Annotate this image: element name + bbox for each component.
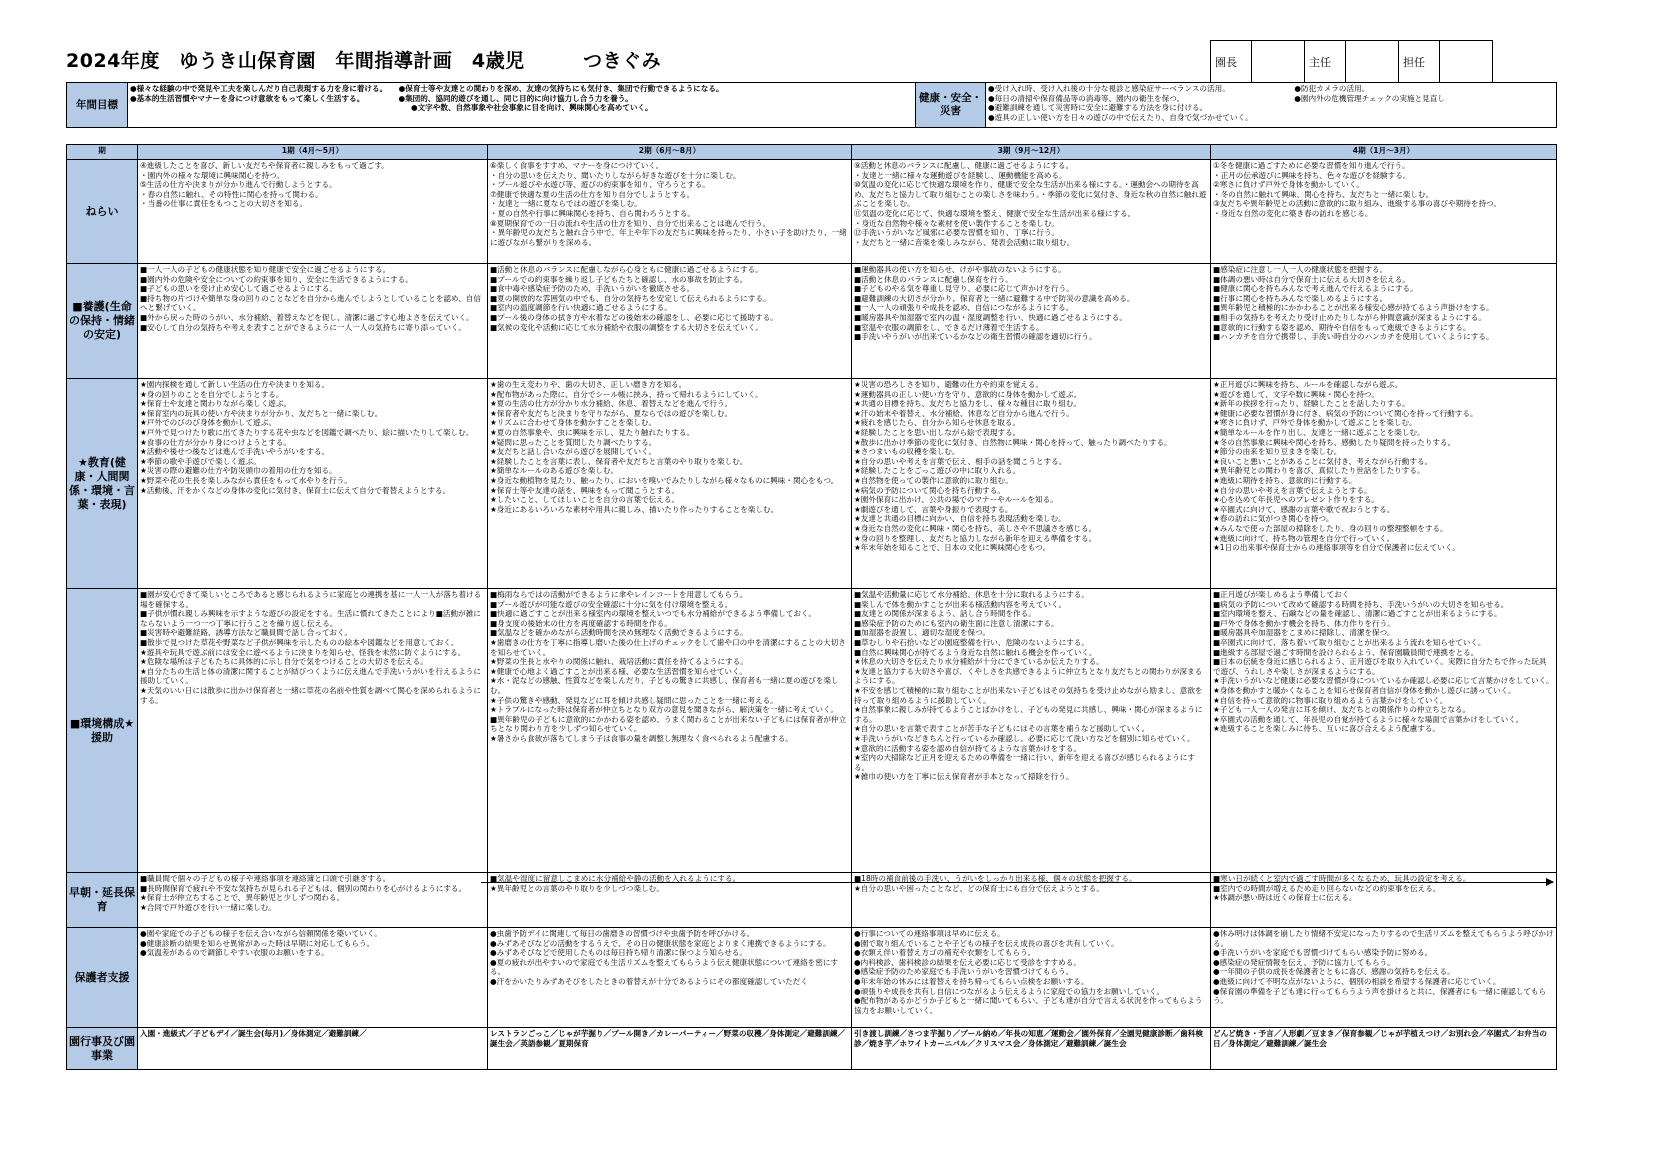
plan-item: ●気温差があるので調節しやすい衣服のお願いをする。: [140, 948, 329, 958]
plan-item: ■職員間で個々の子どもの様子や連絡事項を連絡簿と口頭で引継ぎする。: [140, 874, 391, 883]
plan-item: ★保育士等や友達の話を、興味をもって聞こうとする。: [490, 485, 680, 495]
plan-cell-period-3: [852, 589, 1211, 873]
plan-item: ★戸外で見つけたり歌に出てきたりする花や虫などを図鑑で調べたり、絵に描いたりして楽しむ。: [140, 427, 474, 437]
row-parent-support: [67, 928, 1557, 1028]
plan-item: 引き渡し訓練／さつま芋掘り／プール納め／年長の知恵／運動会／園外保育／全園児健康診断／歯科検診／焼き芋／ホワイトカーニバル／クリスマス会／身体測定／避難訓練／誕生会: [854, 1029, 1203, 1048]
plan-item: ★歯の生え変わりや、歯の大切さ、正しい磨き方を知る。: [490, 380, 687, 389]
plan-item: ★さつまいもの収穫を楽しむ。: [854, 447, 960, 457]
plan-item: ②寒さに負けず戸外で身体を動かしていく。: [1213, 180, 1364, 190]
plan-item: ★子供の驚きや感動、発見などに耳を傾け共感し疑問に思ったことを一緒に考える。: [490, 695, 778, 705]
plan-item: ★友達と共通の目標に向かい、自信を持ち表現活動を楽しむ。: [854, 514, 1066, 524]
plan-cell-period-4: [1211, 928, 1557, 1028]
plan-item: ★園内探検を通して新しい生活の仕方や決まりを知る。: [140, 380, 330, 389]
plan-item: ■室内での時間が増えるため走り回らないなどの約束事を伝える。: [1213, 883, 1441, 893]
plan-item: ★異年齢児との関わりを喜び、真似したり世話をしたりする。: [1213, 466, 1425, 476]
plan-item: ■子どものやる気を尊重し見守り、必要に応じて声かけを行う。: [854, 284, 1074, 294]
plan-item: ★災害の恐ろしさを知り、避難の仕方や約束を覚える。: [854, 380, 1044, 389]
plan-cell-period-4: [1211, 160, 1557, 264]
plan-cell-period-3: [852, 1028, 1211, 1070]
plan-item: ★手洗いうがいなどきちんと行っているか確認し、必要に応じて洗い方などを個別に知らせていく。: [854, 733, 1195, 743]
plan-item: ★休息の大切さを伝えたり水分補給が十分にできているか伝えたりする。: [854, 657, 1104, 667]
plan-item: ★保育室内の玩具の使い方や決まりが分かり、友だちと一緒に楽しむ。: [140, 408, 383, 418]
continuation-arrow: [481, 882, 1553, 883]
plan-item: ★暑さから食欲が落ちてしまう子は食事の量を調整し無理なく食べられるよう配慮する。: [490, 733, 793, 743]
plan-item: ★春の訪れに気がつき関心を持つ。: [1213, 514, 1334, 524]
plan-item: ★室内の大掃除など正月を迎えるための準備を一緒に行い、新年を迎える喜びが感じられるようにする。: [854, 753, 1195, 772]
plan-item: ■ハンカチを自分で携帯し、手洗い時自分のハンカチを使用していくようにする。: [1213, 332, 1494, 342]
plan-item: ■進級する部屋で過ごす時間を設けられるよう、保育園職員間で連携をとる。: [1213, 647, 1479, 657]
plan-cell-period-4: [1211, 589, 1557, 873]
plan-cell-period-2: [488, 928, 852, 1028]
plan-item: ■日本の伝統を身近に感じられるよう、正月遊びを取り入れていく。実際に自分たちで作った玩具で遊び、うれしさや楽しさが深まるようにする。: [1213, 657, 1547, 676]
stamp-box-chief[interactable]: [1346, 41, 1399, 83]
plan-item: ●虫歯予防デイに関連して毎日の歯磨きの習慣づけや虫歯予防を呼びかける。: [490, 929, 755, 938]
stamp-label-teacher: 担任: [1399, 41, 1440, 83]
plan-item: ★食事の仕方が分かり身につけようとする。: [140, 437, 291, 447]
plan-item: ●みずあそびなどで使用したものは毎日持ち帰り清潔に保つよう知らせる。: [490, 948, 747, 958]
plan-item: ●一年間の子供の成長を保護者とともに喜び、感謝の気持ちを伝える。: [1213, 967, 1455, 977]
row-label: ★教育(健康・人間関係・環境・言葉・表現): [67, 379, 138, 589]
plan-item: ■手洗いやうがいが出来ているかなどの衛生習慣の確認を適切に行う。: [854, 332, 1097, 342]
plan-cell-period-3: [852, 379, 1211, 589]
plan-item: どんど焼き・予言／人形劇／豆まき／保育参観／じゃが芋植えつけ／お別れ会／卒園式／お弁当の日／身体測定／避難訓練／誕生会: [1213, 1029, 1547, 1048]
stamp-box-director[interactable]: [1252, 41, 1305, 83]
plan-item: ■寒い日が続くと室内で過ごす時間が多くなるため、玩具の設定を考える。: [1213, 874, 1471, 883]
plan-item: ★散歩に出かけ季節の変化に気付き、自然物に興味・関心を持って、触ったり調べたりする。: [854, 437, 1172, 447]
plan-item: ■気温などを確かめながら活動時間を決め無理なく活動できるようにする。: [490, 628, 748, 638]
plan-item: ★体調が悪い時は近くの保育士に伝える。: [1213, 893, 1357, 903]
plan-cell-period-1: [138, 379, 488, 589]
plan-item: ★進級することを楽しみに待ち、互いに喜び合えるよう配慮する。: [1213, 724, 1441, 734]
plan-item: ★簡単なルールを作り出し、友達と一緒に遊ぶことを楽しむ。: [1213, 427, 1425, 437]
plan-item: ★卒園式に向けて、感謝の言葉や歌で祝おうとする。: [1213, 504, 1395, 514]
plan-item: ★活動後、汗をかくなどの身体の変化に気付き、保育士に伝えて自分で着替えようとする。: [140, 485, 451, 495]
plan-item: ■夏の開放的な雰囲気の中でも、自分の気持ちを安定して伝えられるようにする。: [490, 293, 771, 303]
plan-item: ■長時間保育で疲れや不安な気持ちが見られる子どもは、個別の関わりを心がけるようにする。: [140, 883, 467, 893]
plan-item: ・夏の自然や行事に興味関心を持ち、自ら関わろうとする。: [490, 208, 696, 218]
plan-item: ●休み明けは体調を崩したり情緒不安定になったりするので生活リズムを整えてもらうよう呼びかける。: [1213, 929, 1554, 948]
stamp-label-director: 園長: [1211, 41, 1252, 83]
plan-item: ●進級に向けて不明な点がないように、個別の相談を希望する保護者に応じていく。: [1213, 976, 1501, 986]
plan-item: ・正月の伝承遊びに興味を持ち、色々な遊びを経験する。: [1213, 170, 1411, 180]
plan-item: ★保育者や友だちと決まりを守りながら、夏ならではの遊びを楽しむ。: [490, 408, 733, 418]
plan-item: ★自然物を使っての製作に意欲的に取り組む。: [854, 475, 1013, 485]
period-header-label: 期: [67, 145, 138, 160]
plan-cell-period-1: [138, 589, 488, 873]
plan-item: ★野菜や花の生長を楽しみながら責任をもって水やりを行う。: [140, 475, 352, 485]
plan-item: ■相手の気持ちを考えたり受け止めたりしながら仲間意識が深まるようにする。: [1213, 312, 1486, 322]
plan-item: ・自分の思いを伝えたり、聞いたりしながら好きな遊びを十分に楽しむ。: [490, 170, 741, 180]
plan-item: ★年末年始を知ることで、日本の文化に興味関心をもつ。: [854, 543, 1051, 553]
row-label: 保護者支援: [67, 928, 138, 1028]
plan-item: ■卒園式に向けて、落ち着いて取り組むことが出来るよう流れを知らせていく。: [1213, 637, 1486, 647]
plan-item: ■病気の予防について改めて確認する時間を持ち、手洗いうがいの大切さを知らせる。: [1213, 599, 1509, 609]
plan-cell-period-1: [138, 1028, 488, 1070]
plan-item: ★自分の思いや考えを言葉で伝えようとする。: [1213, 485, 1372, 495]
plan-item: ■気候の変化や活動に応じて水分補給や衣服の調整をする大切さを伝えていく。: [490, 322, 763, 332]
plan-item: ■安心して自分の気持ちや考えを表すことができるように一人一人の気持ちに寄り添っていく。: [140, 322, 466, 332]
period-header-2: 2期（6月～8月）: [488, 145, 852, 160]
stamp-label-chief: 主任: [1305, 41, 1346, 83]
plan-cell-period-2: [488, 264, 852, 379]
plan-item: ★健康で心地よく過ごすことが出来る様、必要な生活習慣を知らせていく。: [490, 666, 748, 676]
plan-item: ■一人一人の頑張りや成長を認め、自信につながるようにする。: [854, 303, 1074, 313]
plan-item: ■身支度の後始末の仕方を再度確認する時間を作る。: [490, 618, 672, 628]
plan-item: ★良いこと悪いことがあることに気付き、考えながら行動する。: [1213, 456, 1433, 466]
plan-item: ■意欲的に行動する姿を認め、期待や自信をもって進級できるようにする。: [1213, 322, 1471, 332]
row-label: 園行事及び園事業: [67, 1028, 138, 1070]
plan-item: ★病気の予防について関心を持ち行動する。: [854, 485, 1005, 495]
plan-item: ★活動や後せつ後などは進んで手洗いやうがいをする。: [140, 447, 330, 457]
plan-item: ・友だちと一緒に音楽を楽しみながら、発表会活動に取り組む。: [854, 237, 1075, 247]
plan-item: ★身の回りを整理し、友だちと協力しながら新年を迎える準備をする。: [854, 533, 1097, 543]
plan-item: ★雑巾の使い方を丁寧に伝え保育者が手本となって掃除を行う。: [854, 772, 1074, 782]
plan-item: ●保育園の準備を子ども達に行ってもらうよう声を掛けると共に、保護者にも一緒に確認してもらう。: [1213, 986, 1547, 1006]
plan-cell-period-4: [1211, 264, 1557, 379]
plan-item: ★汗の始末や着替え、水分補給、休息など自分から進んで行う。: [854, 408, 1074, 418]
plan-item: ★自分の思いや困ったことなど、どの保育士にも自分で伝えようとする。: [854, 883, 1104, 893]
plan-item: ■散歩で見つけた草花や野菜など子供が興味を示したものの絵本や図鑑などを用意しておく。: [140, 637, 459, 647]
plan-item: ★遊具や玩具で遊ぶ前には安全に遊べるように決まりを知らせ、怪我を未然に防ぐようにする。: [140, 647, 466, 657]
plan-item: ■異年齢児と積極的にかかわることが出来る様安心感が持てるよう声掛けをする。: [1213, 303, 1494, 313]
plan-item: レストランごっこ／じゃが芋掘り／プール開き／カレーパーティー／野菜の収穫／身体測定／避難訓練／誕生会／英語参観／夏期保育: [490, 1029, 846, 1048]
plan-item: ★劇遊びを通して、言葉や身振りで表現する。: [854, 504, 1013, 514]
plan-item: ★不安を感じて積極的に取り組むことが出来ない子どもはその気持ちを受け止めながら励まし、意欲を持って取り組めるように援助していく。: [854, 685, 1203, 705]
row-aims: [67, 160, 1557, 264]
plan-item: ■友達との関係が深まるよう、話し合う時間を作る。: [854, 609, 1036, 619]
plan-item: ★遊びを通して、文字や数に興味・関心を持つ。: [1213, 389, 1379, 399]
plan-cell-period-1: [138, 264, 488, 379]
row-events: [67, 1028, 1557, 1070]
plan-item: ■プールでの約束事を繰り返し子どもたちと確認し、水の事故を防止する。: [490, 274, 748, 284]
plan-item: ★正月遊びに興味を持ち、ルールを確認しながら遊ぶ。: [1213, 380, 1403, 389]
plan-item: ●手洗いうがいを家庭でも習慣づけてもらい感染予防に努める。: [1213, 948, 1433, 958]
plan-item: ★身体を動かすと暖かくなることを知らせ保育者自信が身体を動かし遊びに誘っていく。: [1213, 685, 1516, 695]
plan-item: ■暖房器具や加湿器で室内の温・湿度調整を行い、快適に過ごせるようにする。: [854, 312, 1127, 322]
plan-cell-period-2: [488, 873, 852, 928]
plan-item: ●感染症の発症情報を伝え、予防に協力してもらう。: [1213, 957, 1395, 967]
plan-cell-period-1: [138, 873, 488, 928]
plan-item: ⑦健康で快適な夏の生活の仕方を知り自分でしようとする。: [490, 189, 695, 199]
row-label: ■環境構成★援助: [67, 589, 138, 873]
row-label: ■養護(生命の保持・情緒の安定): [67, 264, 138, 379]
plan-item: ●年末年始の休みには着替えを持ち帰ってもらい点検をお願いする。: [854, 976, 1089, 986]
plan-item: ■気温や活動量に応じて水分補給、休息を十分に取れるようにする。: [854, 590, 1089, 599]
plan-item: ■災害時や避難経路、誘導方法など職員間で話し合っておく。: [140, 628, 353, 638]
plan-item: ■18時の補食前後の手洗い、うがいをしっかり出来る様、個々の状態を把握する。: [854, 874, 1137, 883]
plan-item: ■正月遊びが楽しめるよう準備しておく: [1213, 590, 1350, 599]
plan-item: ★自分たちの生活と体の清潔に関することが結びつくように伝え進んで手洗いうがいを行えるように援助していく。: [140, 666, 481, 686]
plan-cell-period-4: [1211, 873, 1557, 928]
plan-item: ●頑張りや成長を共有し自信につながるよう伝えるように家庭での協力をお願いしていく。: [854, 986, 1165, 996]
plan-item: ★配布物があった際に、自分でシール帳に挟み、持って帰れるようにしていく。: [490, 389, 763, 399]
plan-item: ■自然に興味関心が持てるよう身近な自然に触れる機会を作っていく。: [854, 647, 1097, 657]
plan-item: ■避難訓練の大切さが分かり、保育者と一緒に避難する中で防災の意識を高める。: [854, 293, 1135, 303]
plan-item: ・友達と一緒に様々な運動遊びを経験し、運動機能を高める。: [854, 170, 1067, 180]
plan-item: ■子どもの思いを受け止め安心して過ごせるようにする。: [140, 284, 338, 294]
plan-item: ・冬の自然に触れて興味、関心を持ち、友だちと一緒に楽しむ。: [1213, 189, 1434, 199]
plan-cell-period-3: [852, 873, 1211, 928]
plan-item: ★共通の目標を持ち、友だちと協力をし、様々な種目に取り組む。: [854, 399, 1082, 409]
health-item: ●受け入れ時、受け入れ後の十分な視診と感染症サーベランスの活用。 ●防犯カメラの活用。: [988, 84, 1370, 93]
plan-item: ●園で取り組んでいることや子どもの様子を伝え成長の喜びを共有していく。: [854, 938, 1119, 948]
plan-item: ★進級に期待を持ち、意欲的に行動する。: [1213, 475, 1357, 485]
plan-item: ●感染症予防のため家庭でも手洗いうがいを習慣づけてもらう。: [854, 967, 1074, 977]
plan-item: ★意欲的に活動する姿を認め自信が持てるような言葉かけをする。: [854, 743, 1082, 753]
plan-item: ★身近な動植物を見たり、触ったり、においを嗅いでみたりしながら様々なものに興味・関心をもつ。: [490, 475, 839, 485]
plan-item: ■健康に関心を持ちみんなで考え進んで行えるようにする。: [1213, 284, 1418, 294]
period-header-1: 1期（4月～5月）: [138, 145, 488, 160]
plan-item: ★疲れを感じたら、自分から知らせ休息を取る。: [854, 418, 1021, 428]
plan-item: ●汗をかいたりみずあそびをしたときの着替えが十分であるようにその都度確認していただく: [490, 976, 808, 986]
plan-item: ★リズムに合わせて身体を動かすことを楽しむ。: [490, 418, 657, 428]
plan-item: ★健康に必要な習慣が身に付き、病気の予防について関心を持って行動する。: [1213, 408, 1478, 418]
approval-stamp-table: [1210, 40, 1493, 83]
plan-item: ⑧夏期保育での一日の流れや生活の仕方を知り、自分で出来ることは進んで行う。: [490, 218, 771, 228]
plan-cell-period-3: [852, 264, 1211, 379]
plan-item: ■室内の温度調節を行い快適に過ごせるようにする。: [490, 303, 672, 313]
plan-item: ★みんなで使った部屋の掃除をしたり、身の回りの整理整頓をする。: [1213, 523, 1448, 533]
plan-item: ●健康診断の結果を知らせ異常があった時は早期に対応してもらう。: [140, 938, 375, 948]
plan-item: ★節分の由来を知り豆まきを楽しむ。: [1213, 447, 1342, 457]
plan-item: ■気温や湿度に留意しこまめに水分補給や静の活動を入れるようにする。: [490, 874, 741, 883]
plan-cell-period-2: [488, 160, 852, 264]
plan-item: ★自信を持って意欲的に物事に取り組めるよう言葉かけをしていく。: [1213, 695, 1448, 705]
plan-item: ⑤生活の仕方や決まりが分かり進んで行動しようとする。: [140, 180, 337, 190]
plan-item: ■快適に過ごすことが出来る様室内の環境を整えいつでも水分補給ができるよう準備しておく。: [490, 609, 816, 619]
plan-item: ■活動と休息のバランスに配慮しながら心身ともに健康に過ごせるようにする。: [490, 265, 763, 274]
plan-item: ★運動器具の正しい使い方を守り、意欲的に身体を動かして遊ぶ。: [854, 389, 1082, 399]
row-care: [67, 264, 1557, 379]
plan-item: ④進級したことを喜び、新しい友だちや保育者に親しみをもって過ごす。: [140, 161, 389, 170]
plan-item: ★季節の歌や手遊びで楽しく遊ぶ。: [140, 456, 261, 466]
plan-cell-period-4: [1211, 379, 1557, 589]
plan-item: ★簡単なルールのある遊びを楽しむ。: [490, 466, 619, 476]
plan-item: ⑪気温の変化に応じて、快適な環境を整え、健康で安全な生活が出来る様にする。: [854, 208, 1136, 218]
plan-item: ■食中毒や感染症予防のため、手洗いうがいを徹底させる。: [490, 284, 695, 294]
plan-item: ■持ち物の片づけや簡単な身の回りのことなどを自分から進んでしようとしていることを認め、自信へと繋げていく。: [140, 293, 481, 313]
plan-cell-period-2: [488, 379, 852, 589]
plan-item: ■プール遊びが可能な遊びの安全確認に十分に気を付け環境を整える。: [490, 599, 733, 609]
plan-cell-period-4: [1211, 1028, 1557, 1070]
plan-item: ★経験したことを思い出しながら絵で表現する。: [854, 427, 1021, 437]
health-item: ●避難訓練を通して災害時に安全に避難する方法を身に付ける。: [988, 103, 1208, 113]
plan-item: ・園内外の様々な環境に興味関心を持つ。: [140, 170, 284, 180]
annual-goal-label: 年間目標: [67, 83, 128, 128]
plan-item: ★夏の自然事象や、虫に興味を示し、見たり触れたりする。: [490, 427, 695, 437]
plan-item: ★自分の思いを言葉で表すことが苦手な子どもにはその言葉を補うなど援助していく。: [854, 724, 1150, 734]
plan-item: ■プール後の身体の拭き方や水着などの後始末の確認をし、必要に応じて援助する。: [490, 312, 778, 322]
plan-item: 入園・進級式／子どもデイ／誕生会(毎月)／身体測定／避難訓練／: [140, 1029, 367, 1038]
plan-item: ■活動と休息のバランスに配慮し保育を行う。: [854, 274, 1013, 284]
plan-item: ★異年齢児との言葉のやり取りを少しづつ楽しむ。: [490, 883, 664, 893]
plan-item: ■一人一人の子どもの健康状態を知り健康で安全に過ごせるようにする。: [140, 265, 391, 274]
plan-item: ・プール遊びや水遊び等、遊びの約束事を知り、守ろうとする。: [490, 180, 710, 190]
plan-item: ①冬を健康に過ごすために必要な習慣を知り進んで行う。: [1213, 161, 1410, 170]
period-header-3: 3期（9月～12月）: [852, 145, 1211, 160]
plan-item: ●夏の疲れが出やすいので家庭でも生活リズムを整えてもらうよう伝え健康状態について連絡を密にする。: [490, 957, 839, 977]
annual-goal-table: [66, 82, 1557, 128]
plan-cell-period-2: [488, 1028, 852, 1070]
plan-item: ★友達と協力する大切さや喜び、くやしさを共感できるように仲立ちとなり友だちとの関わりが深まるようにする。: [854, 666, 1203, 686]
plan-item: ・異年齢児の友だちと触れ合う中で、年上や年下の友だちに興味を持ったり、小さい子を助けたり、一緒に遊びながら繋がりを深める。: [490, 228, 847, 247]
plan-cell-period-1: [138, 160, 488, 264]
row-label: 早朝・延長保育: [67, 873, 138, 928]
row-education: [67, 379, 1557, 589]
health-item: ●遊具の正しい使い方を日々の遊びの中で伝えたり、自身で気づかせていく。: [988, 112, 1253, 122]
row-extended-care: [67, 873, 1557, 928]
plan-cell-period-3: [852, 160, 1211, 264]
plan-item: ●園や家庭での子どもの様子を伝え合いながら信頼関係を築いていく。: [140, 929, 382, 938]
plan-item: ・身近な自然物や様々な素材を使い製作することを楽しむ。: [854, 218, 1060, 228]
plan-item: ★心を込めて年長児へのプレゼント作りをする。: [1213, 495, 1379, 505]
plan-item: ・春の自然に触れ、その特性に関心を持って関わる。: [140, 189, 323, 199]
plan-item: ★夏の生活の仕方が分かり水分補給、休息、着替えなどを進んで行う。: [490, 399, 733, 409]
plan-item: ●内科検診、歯科検診の結果を伝え必要に応じて受診をすすめる。: [854, 957, 1081, 967]
plan-item: ⑩気温の変化に応じて快適な環境を作り、健康で安全な生活が出来る様にする。・運動会への期待を高め、友だちと協力して取り組むことの楽しさを味わう。・季節の変化に気付き、身近な秋の自然に触れ遊ぶことを楽しむ。: [854, 180, 1207, 209]
plan-item: ★身近な自然の変化に興味・関心を持ち、美しさや不思議さを感じる。: [854, 523, 1097, 533]
plan-item: ■楽しんで体を動かすことが出来る様活動内容を考えていく。: [854, 599, 1067, 609]
plan-item: ■梅雨ならではの活動ができるように傘やレインコートを用意してもらう。: [490, 590, 748, 599]
plan-item: ⑫手洗いうがいなど風邪に必要な習慣を知り、丁寧に行う。: [854, 228, 1060, 238]
annual-goal-content: [128, 83, 916, 128]
plan-cell-period-3: [852, 928, 1211, 1028]
plan-item: ■室温や衣服の調節をし、できるだけ薄着で生活する。: [854, 322, 1044, 332]
plan-item: ★トラブルになった時は保育者が仲立ちとなり双方の意見を聞きながら、解決策を一緒に考えていく。: [490, 705, 839, 715]
plan-item: ■子供が慣れ親しみ興味を示すような遊びの設定をする。生活に慣れてきたことにより■活動が雑にならないよう一つ一つ丁寧に行うことを繰り返し伝える。: [140, 609, 481, 628]
period-header-4: 4期（1月～3月）: [1211, 145, 1557, 160]
plan-item: ★経験したことをごっこ遊びの中に取り入れる。: [854, 466, 1021, 476]
plan-item: ★野菜の生長と水やりの関係に触れ、栽培活動に責任を持てるようにする。: [490, 657, 748, 667]
health-safety-label: 健康・安全・災害: [916, 83, 986, 128]
plan-item: ・友達と一緒に夏ならではの遊びを楽しむ。: [490, 199, 642, 209]
plan-item: ■加湿器を設置し、適切な湿度を保つ。: [854, 628, 990, 638]
plan-item: ■外から戻った時のうがい、水分補給、着替えなどを促し、清潔に過ごす心地よさを伝えていく。: [140, 312, 474, 322]
plan-item: ★合同で戸外遊びを行い一緒に楽しむ。: [140, 902, 276, 912]
plan-cell-period-2: [488, 589, 852, 873]
plan-item: ⑥楽しく食事をすすめ、マナーを身につけていく。: [490, 161, 664, 170]
plan-item: ★自分の思いや考えを言葉で伝え、相手の話を聞こうとする。: [854, 456, 1067, 466]
row-label: ねらい: [67, 160, 138, 264]
plan-item: ■園が安心できて楽しいところであると感じられるように家庭との連携を基に一人一人が落ち着ける場を確保する。: [140, 590, 482, 609]
plan-item: ●衣類え伴い着替え方ゴの補充や衣類をしてもらう。: [854, 948, 1036, 958]
plan-item: ★災害の際の避難の仕方や防災頭巾の着用の仕方を知る。: [140, 466, 337, 476]
plan-item: ★保育士が仲立ちすることで、異年齢児と少しずつ関わる。: [140, 893, 345, 903]
plan-item: ★したいこと、してほしいことを自分の言葉で伝える。: [490, 495, 680, 505]
plan-cell-period-1: [138, 928, 488, 1028]
plan-item: ★身の回りのことを自分でしようとする。: [140, 389, 284, 399]
plan-item: ■運動器具の使い方を知らせ、けがや事故のないようにする。: [854, 265, 1066, 274]
page-title: 2024年度 ゆうき山保育園 年間指導計画 4歳児 つきぐみ: [66, 50, 662, 72]
plan-item: ・当番の仕事に責任をもつことの大切さを知る。: [140, 199, 308, 209]
plan-item: ■異年齢児の子どもに意欲的にかかわる姿を認め、うまく関わることが出来ない子どもには保育者が仲立ちとなり関わり方を少しずつ知らせていく。: [490, 714, 847, 734]
plan-item: ★自然事象に親しみが持てるようことばかけをし、子どもの発見に共感し、興味・関心が深まるようにする。: [854, 705, 1203, 724]
plan-item: ★経験したことを言葉に表し、保育者や友だちと言葉のやり取りを楽しむ。: [490, 456, 748, 466]
plan-item: ■体調の悪い時は自分で保育士に伝える大切さを伝える。: [1213, 274, 1411, 284]
health-item: ●毎日の清掃や保育備品等の消毒等、園内の衛生を保つ。 ●園内外の危機管理チェックの実施と見直し: [988, 93, 1445, 103]
plan-item: ■暖房器具や加湿器をこまめに掃除し、清潔を保つ。: [1213, 628, 1395, 638]
plan-item: ■行事に関心を持ちみんなで楽しめるようにする。: [1213, 293, 1388, 303]
plan-item: ■感染症予防のためにも室内の衛生面に注意し清潔にする。: [854, 618, 1059, 628]
annual-goal-item: ●基本的生活習慣やマナーを身につけ意欲をもって楽しく生活する。 ●集団的、協同的遊びを通し、同じ目的に向け協力し合う力を養う。: [130, 93, 633, 103]
plan-item: ●配布物があるかどうか子どもと一緒に聞いてもらい、子ども達が自分で言える状況を作ってもらよう協力をお願いしていく。: [854, 996, 1203, 1015]
plan-table: [66, 144, 1557, 1070]
plan-item: ★友だちと話し合いながら遊びを展開していく。: [490, 447, 657, 457]
plan-item: ★疑問に思ったことを質問したり調べたりする。: [490, 437, 657, 447]
plan-item: ★1日の出来事や保育士からの連絡事項等を自分で保護者に伝えていく。: [1213, 543, 1460, 553]
plan-item: ★冬の自然事象に興味や関心を持ち、感動したり疑問を持ったりする。: [1213, 437, 1456, 447]
plan-item: ■感染症に注意し一人一人の健康状態を把握する。: [1213, 265, 1388, 274]
plan-item: ★手洗いうがいなど健康に必要な習慣が身についているか確認し必要に応じて言葉かけをしていく。: [1213, 676, 1554, 686]
plan-item: ■草むしりや石拾いなどの園庭整備を行い、危険のないようにする。: [854, 637, 1089, 647]
stamp-box-teacher[interactable]: [1440, 41, 1493, 83]
plan-item: ★保育士や友達と関わりながら楽しく遊ぶ。: [140, 399, 292, 409]
annual-goal-item: ●様々な経験の中で発見や工夫を楽しんだり自己表現する力を身に着ける。 ●保育士等や友達との関わりを深め、友達の気持ちにも気付き、集団で行動できるようになる。: [130, 84, 724, 93]
plan-item: ③友だちや異年齢児との活動に意欲的に取り組み、進級する事の喜びや期待を持つ。: [1213, 199, 1501, 209]
plan-item: ★水・泥などの感触、性質などを楽しんだり、子どもの驚きに共感し、保育者も一緒に夏の遊びを楽しむ。: [490, 676, 839, 695]
plan-item: ★子ども一人一人の発言に耳を傾け、友だちとの関係作りの仲立ちとなる。: [1213, 705, 1471, 715]
plan-item: ★身近にあるいろいろな素材や用具に親しみ、描いたり作ったりすることを楽しむ。: [490, 504, 779, 514]
plan-item: ★天気のいい日には散歩に出かけ保育者と一緒に草花の名前や性質を調べて関心を深められるようにする。: [140, 685, 481, 705]
row-environment: [67, 589, 1557, 873]
plan-item: ■室内環境を整え、石鹸などの量を確認し、清潔に過ごすことが出来るようにする。: [1213, 609, 1502, 619]
plan-item: ★寒さに負けず、戸外で身体を動かして遊ぶことを楽しむ。: [1213, 418, 1417, 428]
plan-item: ★新年の挨拶を行ったり、経験したことを話したりする。: [1213, 399, 1410, 409]
plan-item: ★危険な場所は子どもたちに具体的に示し自分で気をつけることの大切さを伝える。: [140, 657, 428, 667]
plan-item: ■戸外で身体を動かす機会を持ち、体力作りを行う。: [1213, 618, 1395, 628]
plan-item: ★歯磨きの仕方を丁寧に指導し磨いた後の仕上げのチェックをして歯や口の中を清潔にすることの大切さを知らせていく。: [490, 637, 846, 657]
plan-item: ●行事についての連絡事項は早めに伝える。: [854, 929, 1005, 938]
health-safety-content: [986, 83, 1557, 128]
plan-item: ●みずあそびなどの活動をするうえで、その日の健康状態を家庭とよりまく連携できるようにする。: [490, 938, 831, 948]
plan-item: ★進級に向けて、持ち物の管理を自分で行っていく。: [1213, 533, 1395, 543]
plan-item: ■園内外の危険や安全についての約束事を知り、安全に生活できるようにする。: [140, 274, 413, 284]
plan-item: ⑨活動と休息のバランスに配慮し、健康に過ごせるようにする。: [854, 161, 1074, 170]
plan-item: ★卒園式の活動を通して、年長児の自覚が持てるように様々な場面で言葉かけをしていく。: [1213, 714, 1524, 724]
plan-item: ・身近な自然の変化に築き春の訪れを感じる。: [1213, 208, 1373, 218]
annual-goal-item: ●文字や数、自然事象や社会事象に目を向け、興味関心を高めていく。: [130, 103, 653, 113]
plan-item: ★園外保育に出かけ、公共の場でのマナーやルールを知る。: [854, 495, 1058, 505]
plan-item: ★戸外でのびのび身体を動かして遊ぶ。: [140, 418, 277, 428]
